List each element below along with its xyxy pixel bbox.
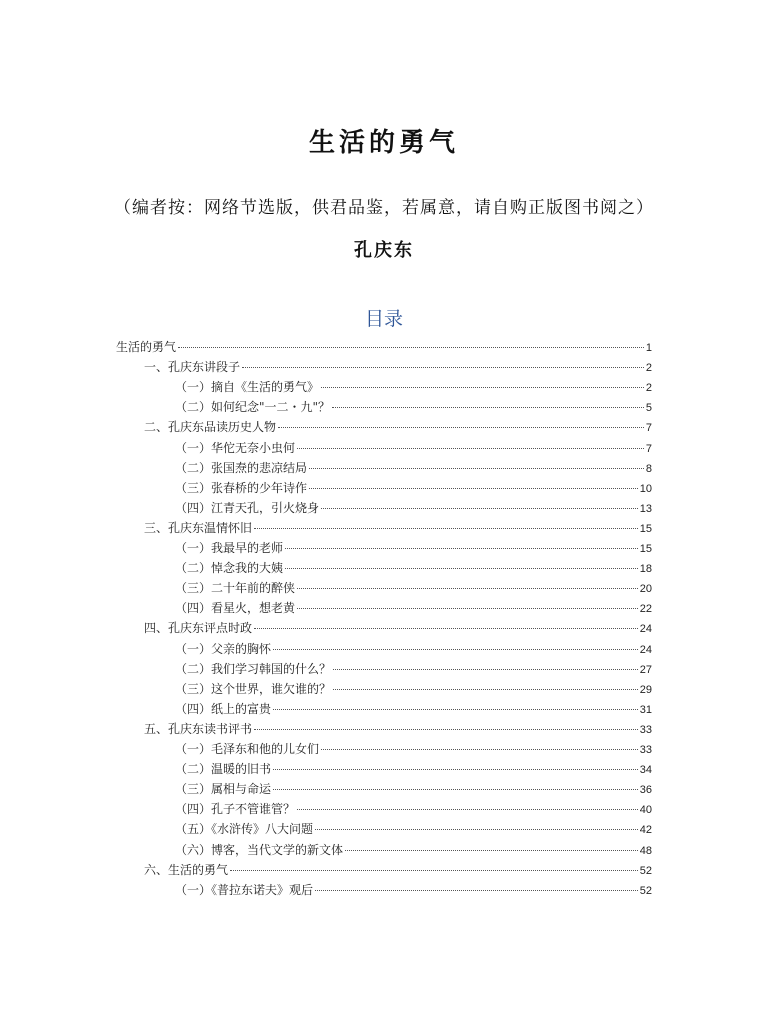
toc-page-number: 22 <box>639 603 652 616</box>
toc-page-number: 8 <box>645 462 652 475</box>
toc-entry-label: （四）江青天孔，引火烧身 <box>175 500 320 515</box>
toc-entry[interactable] <box>144 618 652 638</box>
toc-entry-label: （三）属相与命运 <box>175 782 272 797</box>
toc-entry-label: （三）张春桥的少年诗作 <box>175 480 308 495</box>
toc-entry[interactable] <box>175 659 652 679</box>
toc-page-number: 7 <box>645 442 652 455</box>
toc-dot-leader <box>278 427 644 428</box>
toc-entry[interactable] <box>144 417 652 437</box>
toc-entry-label: （一）我最早的老师 <box>175 541 284 555</box>
toc-dot-leader <box>297 809 638 810</box>
toc-dot-leader <box>230 870 638 871</box>
toc-dot-leader <box>321 387 644 388</box>
toc-entry-label: （一）《普拉东诺夫》观后 <box>175 882 314 897</box>
toc-page-number: 29 <box>639 683 652 696</box>
toc-entry[interactable] <box>175 799 652 819</box>
toc-dot-leader <box>178 347 644 348</box>
toc-page-number: 10 <box>639 482 652 495</box>
toc-page-number: 24 <box>639 643 652 656</box>
toc-entry[interactable] <box>175 377 652 397</box>
toc-dot-leader <box>309 488 638 489</box>
toc-dot-leader <box>297 448 644 449</box>
toc-dot-leader <box>332 407 644 408</box>
toc-entry[interactable] <box>175 538 652 558</box>
toc-entry-label: 一、孔庆东讲段子 <box>144 360 241 375</box>
toc-page-number: 42 <box>639 824 652 837</box>
toc-dot-leader <box>333 689 638 690</box>
toc-page-number: 52 <box>639 864 652 877</box>
toc-dot-leader <box>242 367 644 368</box>
toc-entry[interactable] <box>175 458 652 478</box>
toc-page-number: 18 <box>639 563 652 576</box>
toc-page-number: 1 <box>645 342 652 354</box>
toc-dot-leader <box>254 729 638 730</box>
toc-entry-label: （五）《水浒传》八大问题 <box>175 822 314 837</box>
toc-page-number: 2 <box>645 382 652 395</box>
toc-entry-label: （四）孔子不管谁管？ <box>175 802 296 817</box>
document-title: 生活的勇气 <box>308 128 459 158</box>
toc-entry[interactable] <box>175 397 652 417</box>
toc-entry[interactable] <box>175 498 652 518</box>
toc-dot-leader <box>273 769 638 770</box>
toc-dot-leader <box>333 669 638 670</box>
toc-entry-label: （一）毛泽东和他的儿女们 <box>175 742 320 756</box>
toc-entry[interactable] <box>144 860 652 880</box>
toc-entry[interactable] <box>175 478 652 498</box>
toc-entry-label: 二、孔庆东品读历史人物 <box>144 420 277 435</box>
toc-entry[interactable] <box>144 719 652 739</box>
toc-entry[interactable] <box>175 578 652 598</box>
toc-entry-label: （一）父亲的胸怀 <box>175 641 272 656</box>
toc-entry[interactable] <box>116 337 652 357</box>
toc-entry[interactable] <box>175 840 652 860</box>
toc-entry-label: （二）如何纪念"一二・九"？ <box>175 400 331 415</box>
toc-dot-leader <box>345 850 638 851</box>
toc-page-number: 27 <box>639 663 652 676</box>
toc-dot-leader <box>297 588 638 589</box>
toc-entry[interactable] <box>175 438 652 458</box>
toc-entry[interactable] <box>175 739 652 759</box>
toc-entry-label: 四、孔庆东评点时政 <box>144 621 253 636</box>
toc-dot-leader <box>285 568 638 569</box>
toc-page-number: 13 <box>639 502 652 515</box>
toc-entry-label: （二）张国焘的悲凉结局 <box>175 460 308 475</box>
toc-entry[interactable] <box>175 819 652 839</box>
toc-page-number: 36 <box>639 784 652 797</box>
toc-entry[interactable] <box>175 679 652 699</box>
toc-entry[interactable] <box>175 558 652 578</box>
toc-dot-leader <box>315 890 638 891</box>
toc-page-number: 33 <box>639 744 652 756</box>
toc-entry[interactable] <box>175 699 652 719</box>
toc-heading: 目录 <box>364 308 403 330</box>
toc-page-number: 40 <box>639 804 652 817</box>
toc-entry-label: （四）看星火，想老黄 <box>175 601 296 616</box>
toc-dot-leader <box>254 528 638 529</box>
toc-entry[interactable] <box>144 357 652 377</box>
toc-entry-label: （二）我们学习韩国的什么？ <box>175 661 332 676</box>
toc-entry[interactable] <box>175 759 652 779</box>
toc-entry[interactable] <box>175 880 652 900</box>
toc-entry-label: 生活的勇气 <box>116 340 177 354</box>
toc-entry-label: 五、孔庆东读书评书 <box>144 721 253 736</box>
toc-dot-leader <box>254 628 638 629</box>
toc-page-number: 7 <box>645 422 652 435</box>
toc-entry-label: 三、孔庆东温情怀旧 <box>144 520 253 535</box>
toc-entry[interactable] <box>175 779 652 799</box>
toc-dot-leader <box>315 829 638 830</box>
toc-entry-label: （一）摘自《生活的勇气》 <box>175 380 320 395</box>
toc-entry-label: （三）二十年前的醉侠 <box>175 581 296 596</box>
toc-page-number: 31 <box>639 703 652 716</box>
toc-page-number: 52 <box>639 884 652 897</box>
toc-dot-leader <box>321 508 638 509</box>
toc-entry-label: （四）纸上的富贵 <box>175 701 272 716</box>
toc-dot-leader <box>297 608 638 609</box>
toc-dot-leader <box>309 468 644 469</box>
toc-dot-leader <box>321 749 638 750</box>
toc-entry-label: （六）博客，当代文学的新文体 <box>175 842 344 857</box>
toc-entry[interactable] <box>175 598 652 618</box>
toc-dot-leader <box>285 548 638 549</box>
toc-entry-label: （三）这个世界，谁欠谁的？ <box>175 681 332 696</box>
toc-page-number: 34 <box>639 764 652 777</box>
toc-page-number: 33 <box>639 723 652 736</box>
toc-page-number: 48 <box>639 844 652 857</box>
toc-dot-leader <box>273 709 638 710</box>
editor-note: （编者按：网络节选版，供君品鉴，若属意，请自购正版图书阅之） <box>114 198 654 218</box>
author-name: 孔庆东 <box>354 240 414 261</box>
toc-page-number: 20 <box>639 583 652 596</box>
toc-entry-label: （二）温暖的旧书 <box>175 762 272 777</box>
toc-entry[interactable] <box>175 639 652 659</box>
toc-page-number: 15 <box>639 522 652 535</box>
toc-entry[interactable] <box>144 518 652 538</box>
toc-page-number: 2 <box>645 362 652 375</box>
toc-entry-label: 六、生活的勇气 <box>144 862 229 877</box>
toc-dot-leader <box>273 789 638 790</box>
toc-page-number: 15 <box>639 543 652 555</box>
toc-page-number: 5 <box>645 402 652 415</box>
toc-entry-label: （二）悼念我的大姨 <box>175 561 284 576</box>
toc-page-number: 24 <box>639 623 652 636</box>
toc-dot-leader <box>273 649 638 650</box>
toc-entry-label: （一）华佗无奈小虫何 <box>175 440 296 455</box>
